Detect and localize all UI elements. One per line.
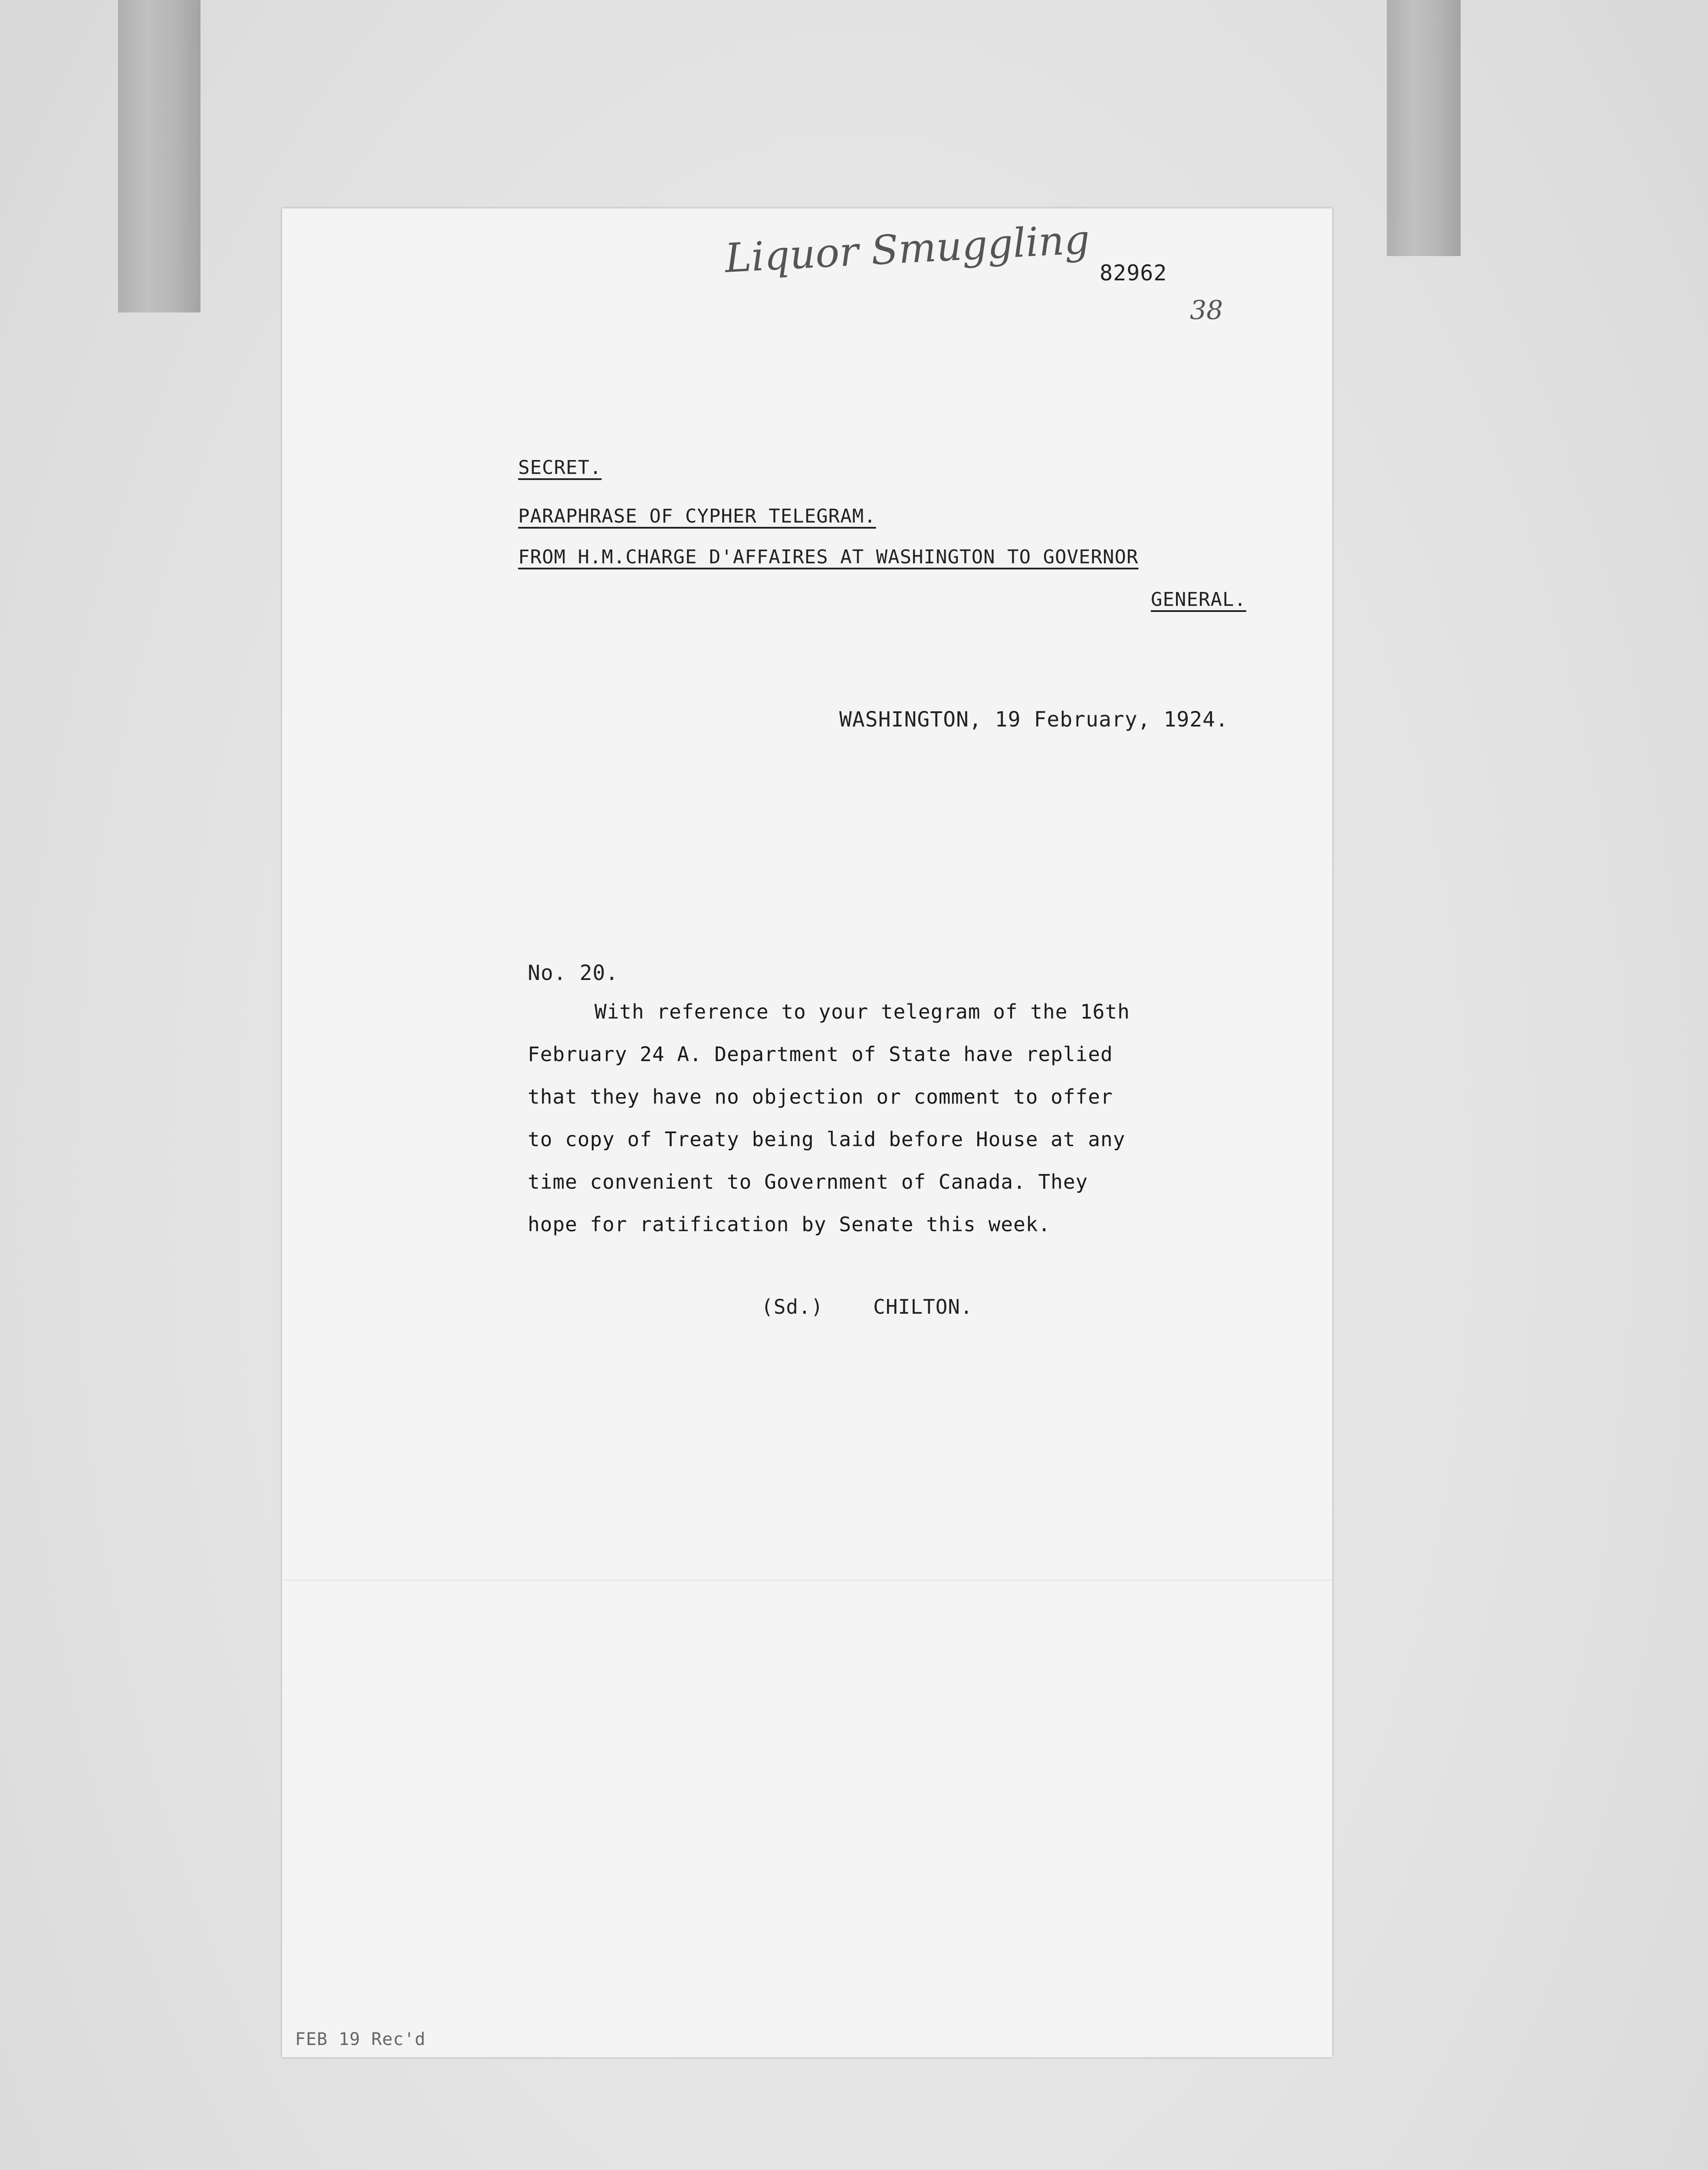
body-line: time convenient to Government of Canada. They	[528, 1170, 1088, 1194]
place-and-date: WASHINGTON, 19 February, 1924.	[839, 707, 1228, 732]
received-stamp: FEB 19 Rec'd	[295, 2029, 426, 2049]
page-mark: 38	[1190, 295, 1223, 326]
paper-fold-line	[282, 1580, 1332, 1581]
signature-line: (Sd.) CHILTON.	[761, 1295, 973, 1318]
body-line: February 24 A. Department of State have replied	[528, 1042, 1113, 1066]
telegram-title: PARAPHRASE OF CYPHER TELEGRAM.	[518, 505, 876, 527]
tape-top-left	[118, 0, 200, 312]
file-number: 82962	[1100, 260, 1167, 286]
handwritten-heading: Liquor Smuggling	[723, 216, 1091, 282]
tape-top-right	[1387, 0, 1461, 256]
body-line: that they have no objection or comment to offer	[528, 1085, 1113, 1108]
telegram-number: No. 20.	[528, 961, 619, 985]
document-sheet	[282, 208, 1332, 2057]
body-line: hope for ratification by Senate this week.	[528, 1213, 1051, 1236]
classification-heading: SECRET.	[518, 457, 602, 479]
telegram-origin: FROM H.M.CHARGE D'AFFAIRES AT WASHINGTON TO GOVERNOR	[518, 546, 1139, 568]
telegram-recipient: GENERAL.	[1151, 589, 1246, 611]
body-line: to copy of Treaty being laid before House at any	[528, 1128, 1126, 1151]
body-line: With reference to your telegram of the 16th	[595, 1000, 1130, 1023]
